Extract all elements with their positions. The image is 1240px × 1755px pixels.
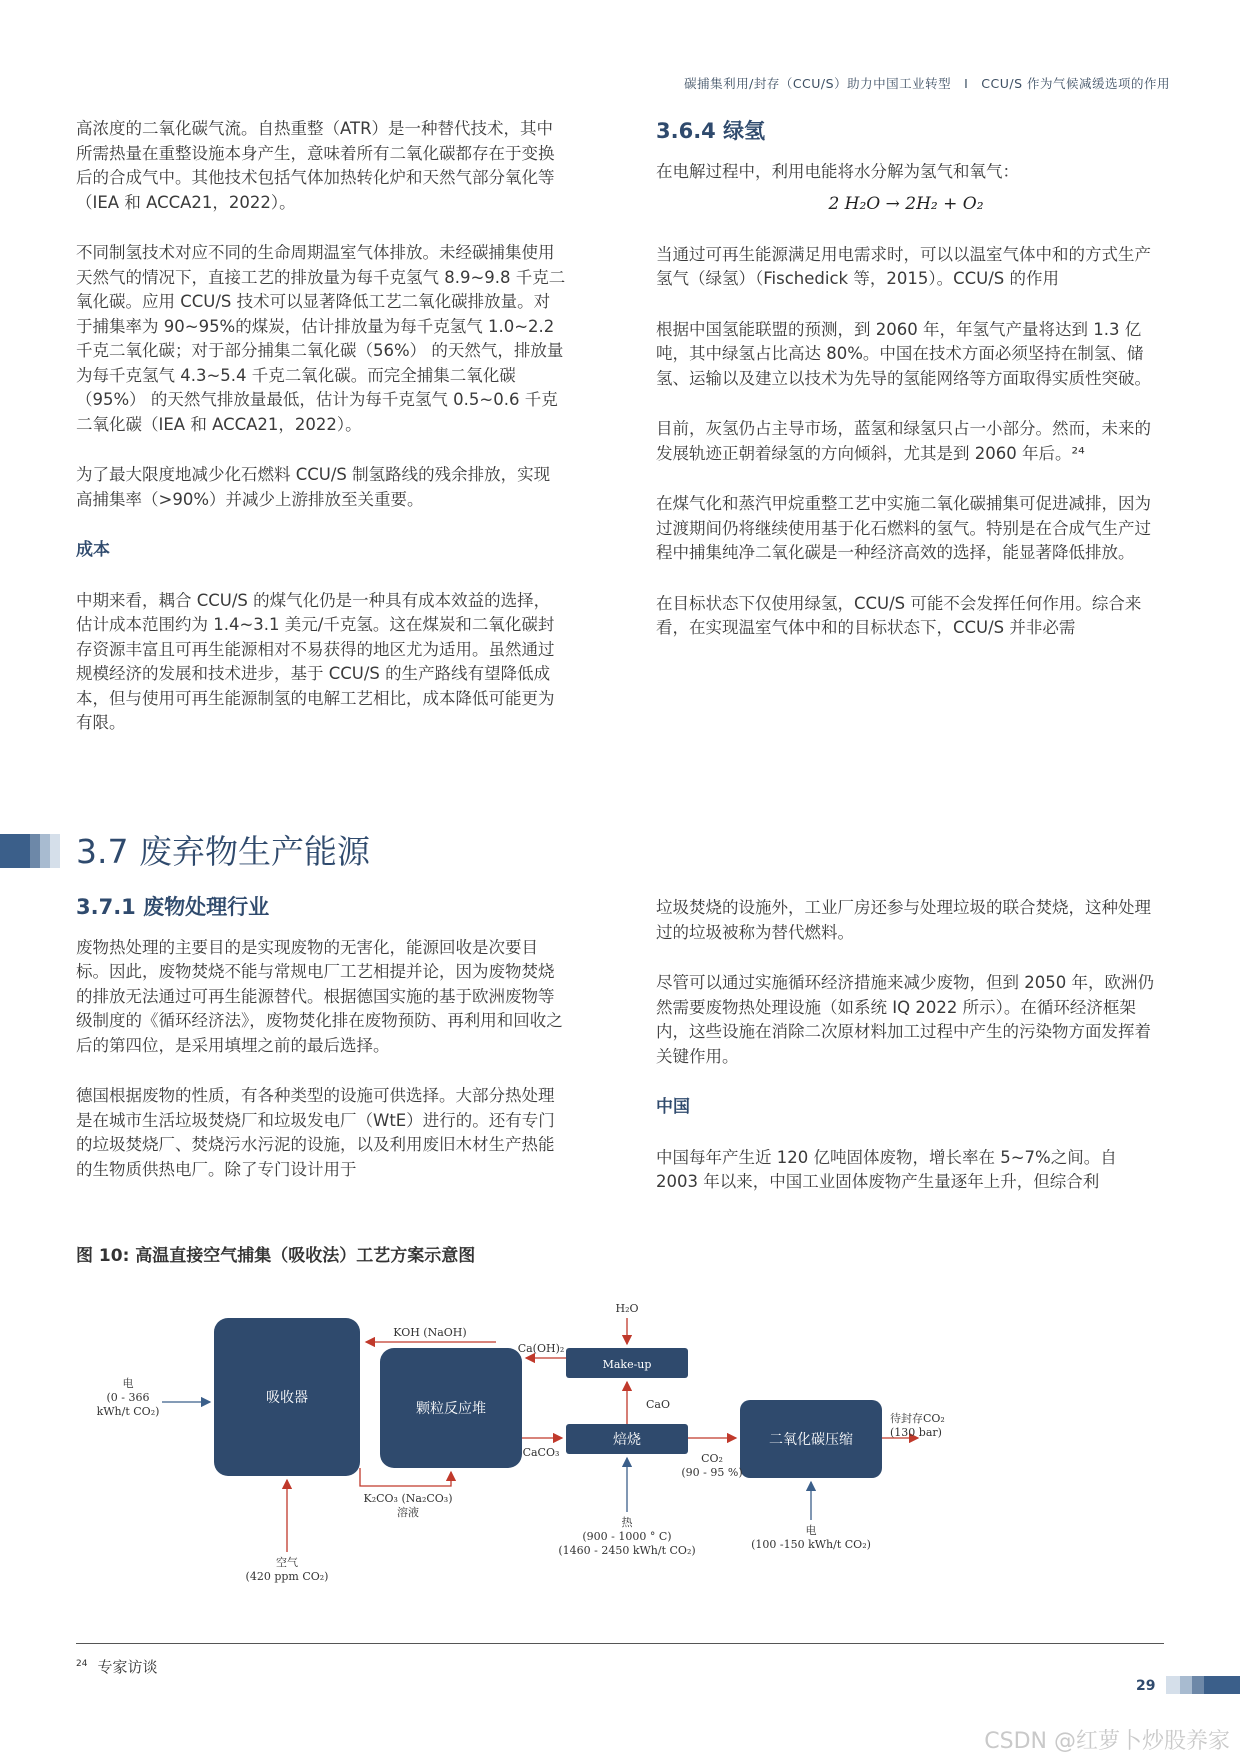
watermark: CSDN @红萝卜炒股养家	[984, 1729, 1230, 1754]
right-bottom-column	[656, 896, 1156, 1221]
elec-label: (0 - 366	[106, 1391, 150, 1404]
elec2-label: 电	[805, 1524, 817, 1537]
equation: 2 H₂O → 2H₂ + O₂	[828, 194, 984, 214]
footnote-rule	[76, 1643, 1164, 1644]
heat-label: 热	[621, 1516, 633, 1529]
section-title: 3.7 废弃物生产能源	[76, 832, 370, 871]
paragraph: 在目标状态下仅使用绿氢，CCU/S 可能不会发挥任何作用。综合来看，在实现温室气体中和的目标状态下，CCU/S 并非必需	[656, 593, 1142, 637]
heat-label: (900 - 1000 ° C)	[582, 1530, 672, 1543]
subheading-cost: 成本	[76, 540, 110, 560]
paragraph: 在电解过程中，利用电能将水分解为氢气和氧气：	[656, 161, 1019, 181]
paragraph: 根据中国氢能联盟的预测，到 2060 年，年氢气产量将达到 1.3 亿吨，其中绿氢占比高达 80%。中国在技术方面必须坚持在制氢、储氢、运输以及建立以技术为先导的氢能网络等方面取得实质性突破。	[656, 319, 1151, 388]
process-diagram	[76, 1290, 976, 1610]
paragraph: 高浓度的二氧化碳气流。自热重整（ATR）是一种替代技术，其中所需热量在重整设施本身产生，意味着所有二氧化碳都存在于变换后的合成气中。其他技术包括气体加热转化炉和天然气部分氧化等（IEA 和 ACCA21，2022）。	[76, 119, 555, 212]
air-label: (420 ppm CO₂)	[245, 1570, 329, 1583]
elec2-label: (100 -150 kWh/t CO₂)	[751, 1538, 871, 1551]
k2co3-label: 溶液	[397, 1506, 419, 1519]
heat-label: (1460 - 2450 kWh/t CO₂)	[558, 1544, 696, 1557]
makeup-label: Make-up	[602, 1358, 652, 1371]
absorber-label: 吸收器	[266, 1390, 308, 1406]
k2co3-label: K₂CO₃ (Na₂CO₃)	[363, 1492, 453, 1505]
subheading-china: 中国	[656, 1097, 690, 1117]
section-band	[0, 834, 60, 868]
pellet-reactor-label: 颗粒反应堆	[416, 1401, 486, 1417]
caco3-label: CaCO₃	[522, 1446, 560, 1459]
storage-label: 待封存CO₂	[890, 1412, 945, 1425]
paragraph: 德国根据废物的性质，有各种类型的设施可供选择。大部分热处理是在城市生活垃圾焚烧厂和垃圾发电厂（WtE）进行的。还有专门的垃圾焚烧厂、焚烧污水污泥的设施，以及利用废旧木材生产热能的生物质供热电厂。除了专门设计用于	[76, 1086, 555, 1179]
figure-title: 图 10: 高温直接空气捕集（吸收法）工艺方案示意图	[76, 1246, 476, 1266]
co2-label: CO₂	[701, 1452, 723, 1465]
footnote-mark: 24	[76, 1659, 88, 1669]
page-band	[1166, 1676, 1240, 1694]
paragraph: 不同制氢技术对应不同的生命周期温室气体排放。未经碳捕集使用天然气的情况下，直接工艺的排放量为每千克氢气 8.9~9.8 千克二氧化碳。应用 CCU/S 技术可以显著降低工艺二氧化碳排放量。对于捕集率为 90~95%的煤炭，估计排放量为每千克氢气 1.0~2.2 千克二氧化碳；对于部分捕集二氧化碳（56%） 的天然气，排放量为每千克氢气 4.3~5.4 千克二氧化碳。而完全捕集二氧化碳（95%） 的天然气排放量最低，估计为每千克氢气 0.5~0.6 千克二氧化碳（IEA 和 ACCA21，2022）。	[76, 243, 566, 434]
paragraph: 在煤气化和蒸汽甲烷重整工艺中实施二氧化碳捕集可促进减排，因为过渡期间仍将继续使用基于化石燃料的氢气。特别是在合成气生产过程中捕集纯净二氧化碳是一种经济高效的选择，能显著降低排放。	[656, 494, 1151, 562]
paragraph: 当通过可再生能源满足用电需求时，可以以温室气体中和的方式生产氢气（绿氢）（Fischedick 等，2015）。CCU/S 的作用	[656, 244, 1151, 288]
paragraph: 为了最大限度地减少化石燃料 CCU/S 制氢路线的残余排放，实现高捕集率（>90%）并减少上游排放至关重要。	[76, 465, 551, 509]
page-number: 29	[1136, 1678, 1156, 1694]
elec-label: 电	[122, 1377, 134, 1390]
left-top-column	[76, 117, 566, 762]
section-heading-green-hydrogen: 3.6.4 绿氢	[656, 119, 766, 143]
paragraph: 目前，灰氢仍占主导市场，蓝氢和绿氢只占一小部分。然而，未来的发展轨迹正朝着绿氢的方向倾斜，尤其是到 2060 年后。²⁴	[656, 419, 1151, 463]
footnote	[76, 1656, 157, 1677]
compressor-label: 二氧化碳压缩	[769, 1432, 853, 1448]
right-top-column	[656, 119, 1156, 667]
h2o-label: H₂O	[615, 1302, 639, 1315]
left-bottom-column	[76, 895, 566, 1208]
calciner-label: 焙烧	[613, 1432, 641, 1448]
footnote-text: 专家访谈	[97, 1658, 158, 1676]
k2co3-arrow	[360, 1468, 451, 1486]
subsection-heading-waste: 3.7.1 废物处理行业	[76, 895, 270, 919]
paragraph: 尽管可以通过实施循环经济措施来减少废物，但到 2050 年，欧洲仍然需要废物热处理设施（如系统 IQ 2022 所示）。在循环经济框架内，这些设施在消除二次原材料加工过程中产生的污染物方面发挥着关键作用。	[656, 973, 1154, 1066]
storage-label: (130 bar)	[890, 1426, 942, 1439]
cao-label: CaO	[646, 1398, 670, 1411]
koh-label: KOH (NaOH)	[393, 1326, 467, 1339]
caoh2-label: Ca(OH)₂	[517, 1342, 565, 1355]
paragraph: 废物热处理的主要目的是实现废物的无害化，能源回收是次要目标。因此，废物焚烧不能与常规电厂工艺相提并论，因为废物焚烧的排放无法通过可再生能源替代。根据德国实施的基于欧洲废物等级制度的《循环经济法》，废物焚化排在废物预防、再利用和回收之后的第四位，是采用填埋之前的最后选择。	[76, 937, 563, 1055]
co2-label: (90 - 95 %)	[681, 1466, 743, 1479]
paragraph: 垃圾焚烧的设施外，工业厂房还参与处理垃圾的联合焚烧，这种处理过的垃圾被称为替代燃料。	[656, 898, 1151, 942]
paragraph: 中期来看，耦合 CCU/S 的煤气化仍是一种具有成本效益的选择，估计成本范围约为 1.4~3.1 美元/千克氢。这在煤炭和二氧化碳封存资源丰富且可再生能源相对不易获得的地区尤为适用。虽然通过规模经济的发展和技术进步，基于 CCU/S 的生产路线有望降低成本，但与使用可再生能源制氢的电解工艺相比，成本降低可能更为有限。	[76, 590, 555, 732]
air-label: 空气	[276, 1556, 298, 1569]
running-header: 碳捕集利用/封存（CCU/S）助力中国工业转型 I CCU/S 作为气候减缓选项的作用	[684, 76, 1170, 91]
paragraph: 中国每年产生近 120 亿吨固体废物，增长率在 5~7%之间。自 2003 年以来，中国工业固体废物产生量逐年上升，但综合利	[656, 1147, 1117, 1191]
elec-label: kWh/t CO₂)	[96, 1405, 160, 1418]
